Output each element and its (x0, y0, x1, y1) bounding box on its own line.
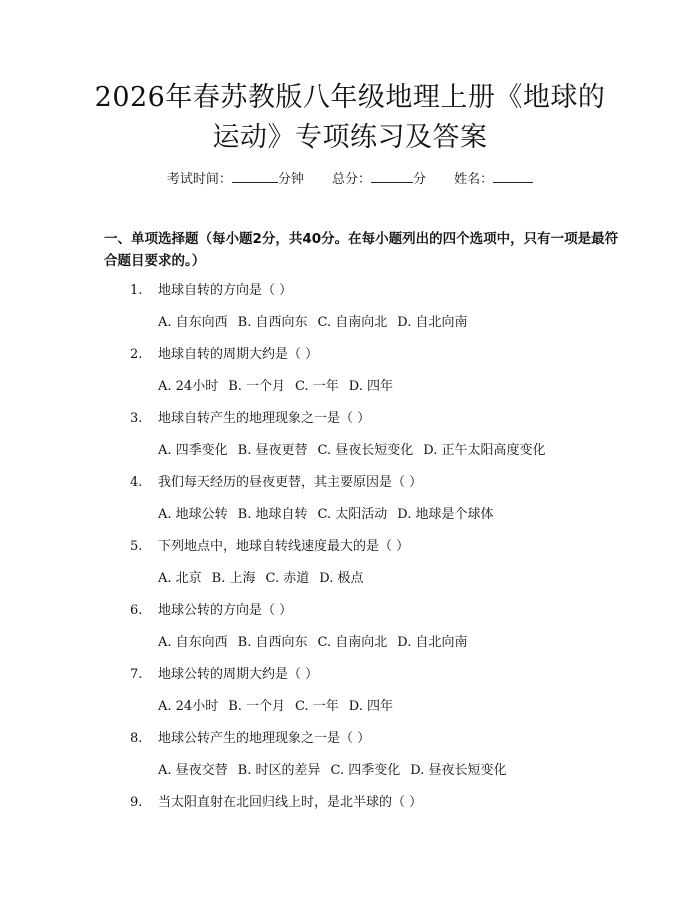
total-score-field (332, 168, 426, 190)
option-choice: B. 上海 (211, 571, 256, 586)
question-item (130, 601, 640, 665)
option-choice: B. 自西向东 (237, 635, 308, 650)
question-item (130, 793, 640, 825)
option-choice: B. 一个月 (228, 699, 286, 714)
question-options (130, 761, 640, 793)
option-choice: A. 24小时 (158, 699, 219, 714)
question-options (130, 697, 640, 729)
question-text: 地球公转的周期大约是（ ） (158, 667, 319, 682)
option-choice: D. 自北向南 (397, 315, 468, 330)
exam-info (0, 168, 700, 190)
section-heading: 一、单项选择题（每小题2分，共40分。在每小题列出的四个选项中，只有一项是最符合题目要求的。） (104, 231, 619, 269)
option-choice: C. 昼夜长短变化 (317, 443, 414, 458)
question-number: 4. (130, 475, 143, 490)
question-item (130, 665, 640, 729)
question-text: 下列地点中，地球自转线速度最大的是（ ） (158, 539, 410, 554)
name-label: 姓名： (454, 172, 494, 187)
question-stem-row (130, 665, 640, 697)
question-stem-row (130, 281, 640, 313)
question-number: 7. (130, 667, 143, 682)
question-options (130, 441, 640, 473)
question-text: 地球公转的方向是（ ） (158, 603, 293, 618)
option-choice: B. 一个月 (228, 379, 286, 394)
option-choice: C. 一年 (295, 699, 339, 714)
question-stem-row (130, 601, 640, 633)
question-stem-row (130, 345, 640, 377)
question-number: 2. (130, 347, 143, 362)
option-choice: C. 一年 (295, 379, 339, 394)
question-options (130, 633, 640, 665)
question-list (130, 281, 640, 825)
question-number: 6. (130, 603, 143, 618)
question-stem-row (130, 409, 640, 441)
option-choice: C. 赤道 (265, 571, 310, 586)
question-number: 8. (130, 731, 143, 746)
option-choice: D. 自北向南 (397, 635, 468, 650)
option-choice: D. 四年 (348, 379, 394, 394)
question-stem-row (130, 473, 640, 505)
question-options (130, 377, 640, 409)
option-choice: A. 自东向西 (158, 635, 228, 650)
question-item (130, 729, 640, 793)
question-text: 地球自转产生的地理现象之一是（ ） (158, 411, 371, 426)
page-title: 2026年春苏教版八年级地理上册《地球的运动》专项练习及答案 (94, 82, 606, 153)
question-stem-row (130, 793, 640, 825)
option-choice: C. 自南向北 (317, 635, 388, 650)
question-item (130, 281, 640, 345)
option-choice: A. 地球公转 (158, 507, 228, 522)
option-choice: B. 昼夜更替 (237, 443, 308, 458)
total-score-label: 总分： (331, 172, 371, 187)
question-text: 当太阳直射在北回归线上时，是北半球的（ ） (158, 795, 423, 810)
question-options (130, 313, 640, 345)
option-choice: D. 极点 (319, 571, 364, 586)
option-choice: B. 时区的差异 (237, 763, 321, 778)
question-text: 地球公转产生的地理现象之一是（ ） (158, 731, 371, 746)
option-choice: B. 自西向东 (237, 315, 308, 330)
option-choice: C. 太阳活动 (317, 507, 388, 522)
question-options (130, 569, 640, 601)
question-stem-row (130, 537, 640, 569)
total-score-blank (371, 168, 413, 183)
question-stem-row (130, 729, 640, 761)
option-choice: A. 昼夜交替 (158, 763, 228, 778)
question-number: 3. (130, 411, 143, 426)
question-options (130, 505, 640, 537)
question-number: 5. (130, 539, 143, 554)
option-choice: D. 正午太阳高度变化 (423, 443, 546, 458)
option-choice: A. 北京 (158, 571, 202, 586)
question-text: 地球自转的周期大约是（ ） (158, 347, 319, 362)
exam-time-blank (232, 168, 278, 183)
option-choice: A. 四季变化 (158, 443, 228, 458)
name-blank (493, 168, 533, 183)
name-field (454, 168, 533, 190)
option-choice: A. 自东向西 (158, 315, 228, 330)
option-choice: D. 昼夜长短变化 (410, 763, 507, 778)
option-choice: D. 四年 (348, 699, 394, 714)
question-text: 地球自转的方向是（ ） (158, 283, 293, 298)
option-choice: D. 地球是个球体 (397, 507, 494, 522)
question-number: 9. (130, 795, 143, 810)
question-item (130, 345, 640, 409)
question-number: 1. (130, 283, 143, 298)
option-choice: A. 24小时 (158, 379, 219, 394)
exam-time-unit: 分钟 (277, 172, 304, 187)
option-choice: C. 四季变化 (330, 763, 401, 778)
option-choice: C. 自南向北 (317, 315, 388, 330)
total-score-unit: 分 (413, 172, 427, 187)
question-item (130, 409, 640, 473)
exam-time-label: 考试时间： (166, 172, 232, 187)
question-item (130, 537, 640, 601)
question-item (130, 473, 640, 537)
question-text: 我们每天经历的昼夜更替，其主要原因是（ ） (158, 475, 423, 490)
option-choice: B. 地球自转 (237, 507, 308, 522)
exam-time-field (167, 168, 304, 190)
